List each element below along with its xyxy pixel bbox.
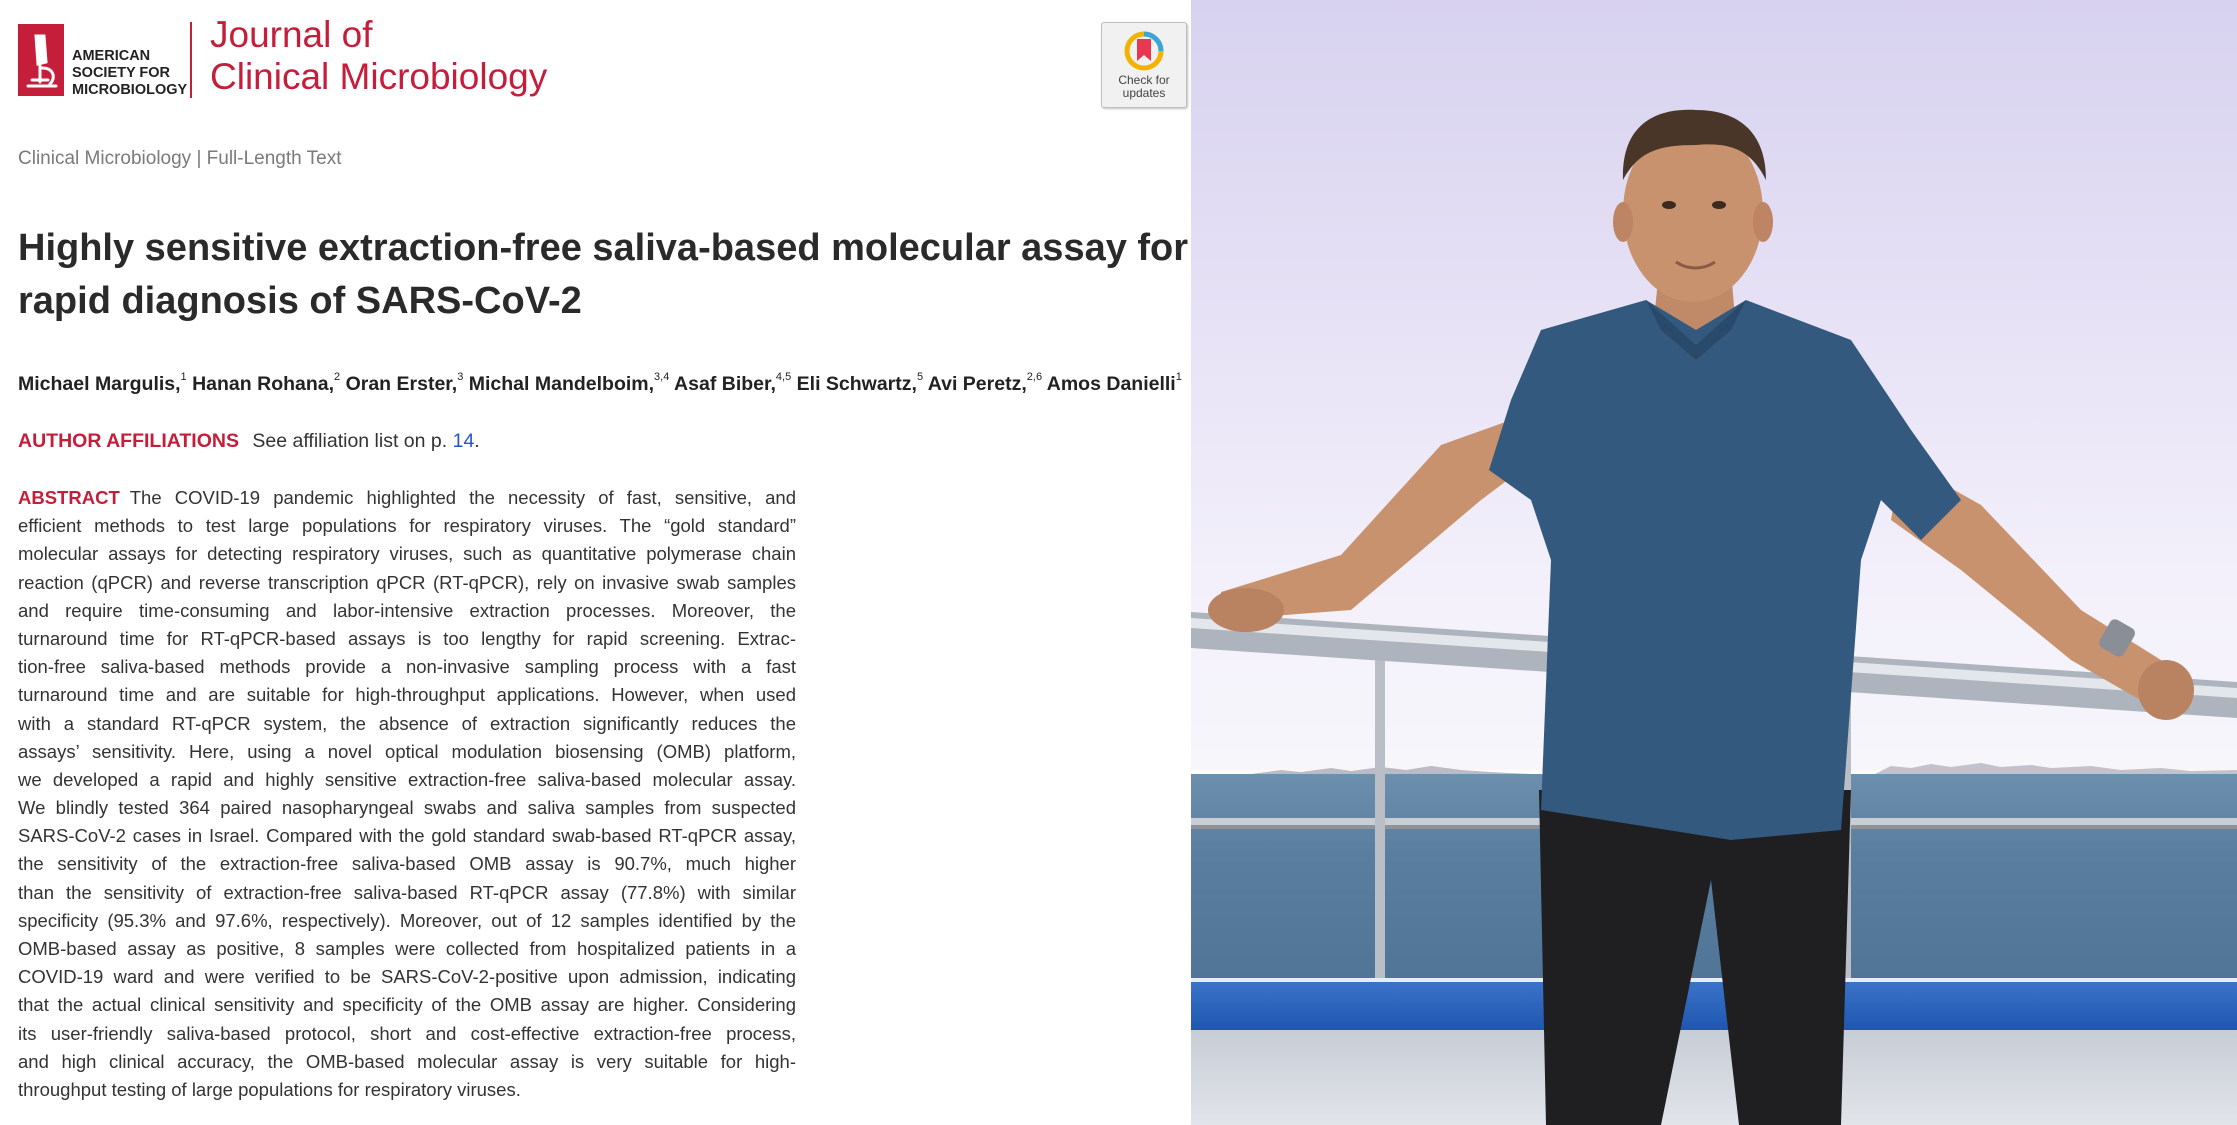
abstract-line: and high clinical accuracy, the OMB-based molecular assay is very suitable for high-	[18, 1050, 796, 1072]
bookmark-update-icon	[1124, 31, 1164, 73]
author-name[interactable]: Oran Erster,$^3$	[345, 371, 464, 395]
abstract-line: than the sensitivity of extraction-free saliva-based RT-qPCR assay (77.8%) with similar	[18, 881, 796, 903]
asm-logo	[18, 24, 64, 96]
header-divider	[190, 22, 192, 98]
abstract-line: molecular assays for detecting respiratory viruses, such as quantitative polymerase chain	[18, 543, 796, 565]
affiliations-label: AUTHOR AFFILIATIONS	[18, 430, 239, 452]
author-list	[18, 373, 1182, 396]
abstract-line: reaction (qPCR) and reverse transcription qPCR (RT-qPCR), rely on invasive swab samples	[18, 571, 796, 593]
author-photo	[1191, 0, 2237, 1125]
abstract-line: we developed a rapid and highly sensitive extraction-free saliva-based molecular assay.	[18, 768, 796, 790]
abstract-label: ABSTRACT	[18, 487, 120, 508]
author-name[interactable]: Michael Margulis,$^1$	[18, 371, 187, 395]
author-name[interactable]: Hanan Rohana,$^2$	[192, 371, 341, 395]
abstract-line: throughput testing of large populations for respiratory viruses.	[18, 1078, 521, 1100]
abstract-line: that the actual clinical sensitivity and specificity of the OMB assay are higher. Considering	[18, 994, 796, 1016]
check-for-updates-button[interactable]: Check for updates	[1101, 22, 1187, 108]
abstract	[18, 484, 796, 1104]
author-name[interactable]: Eli Schwartz,$^5$	[796, 371, 924, 395]
abstract-line: turnaround time for RT-qPCR-based assays is too lengthy for rapid screening. Extrac-	[18, 627, 796, 649]
article-title: Highly sensitive extraction-free saliva-based molecular assay for rapid diagnosis of SARS-CoV-2	[18, 227, 1189, 322]
affiliations-text: See affiliation list on p.	[252, 430, 448, 452]
abstract-line: assays’ sensitivity. Here, using a novel optical modulation biosensing (OMB) platform,	[18, 740, 796, 762]
abstract-line: and require time-consuming and labor-intensive extraction processes. Moreover, the	[18, 599, 796, 621]
society-name: AMERICAN SOCIETY FOR MICROBIOLOGY	[72, 48, 188, 98]
article-category: Clinical Microbiology | Full-Length Text	[18, 148, 342, 169]
abstract-line: with a standard RT-qPCR system, the absence of extraction significantly reduces the	[18, 712, 796, 734]
abstract-line: its user-friendly saliva-based protocol, short and cost-effective extraction-free process,	[18, 1022, 796, 1044]
author-name[interactable]: Michal Mandelboim,$^{3,4}$	[468, 371, 670, 395]
person	[1191, 0, 2237, 1125]
abstract-line: efficient methods to test large populations for respiratory viruses. The “gold standard”	[18, 515, 796, 537]
abstract-line: COVID-19 ward and were verified to be SARS-CoV-2-positive upon admission, indicating	[18, 966, 796, 988]
author-name[interactable]: Asaf Biber,$^{4,5}$	[674, 371, 792, 395]
abstract-line: We blindly tested 364 paired nasopharyngeal swabs and saliva samples from suspected	[18, 797, 796, 819]
journal-title: Journal of Clinical Microbiology	[210, 14, 548, 97]
author-name[interactable]: Amos Danielli$^1$	[1046, 371, 1182, 395]
abstract-line: specificity (95.3% and 97.6%, respectively). Moreover, out of 12 samples identified by the	[18, 909, 796, 931]
author-name[interactable]: Avi Peretz,$^{2,6}$	[927, 371, 1043, 395]
abstract-line: the sensitivity of the extraction-free saliva-based OMB assay is 90.7%, much higher	[18, 853, 796, 875]
affiliations-page-link[interactable]: 14	[452, 430, 475, 452]
abstract-line: tion-free saliva-based methods provide a non-invasive sampling process with a fast	[18, 656, 796, 678]
author-affiliations: AUTHOR AFFILIATIONS See affiliation list on p. 14.	[18, 430, 480, 452]
abstract-line: SARS-CoV-2 cases in Israel. Compared with the gold standard swab-based RT-qPCR assay,	[18, 825, 796, 847]
microscope-icon	[18, 24, 64, 96]
abstract-line: turnaround time and are suitable for high-throughput applications. However, when used	[18, 684, 796, 706]
abstract-line: ABSTRACT The COVID-19 pandemic highlighted the necessity of fast, sensitive, and	[18, 487, 796, 508]
abstract-line: OMB-based assay as positive, 8 samples were collected from hospitalized patients in a	[18, 938, 796, 959]
